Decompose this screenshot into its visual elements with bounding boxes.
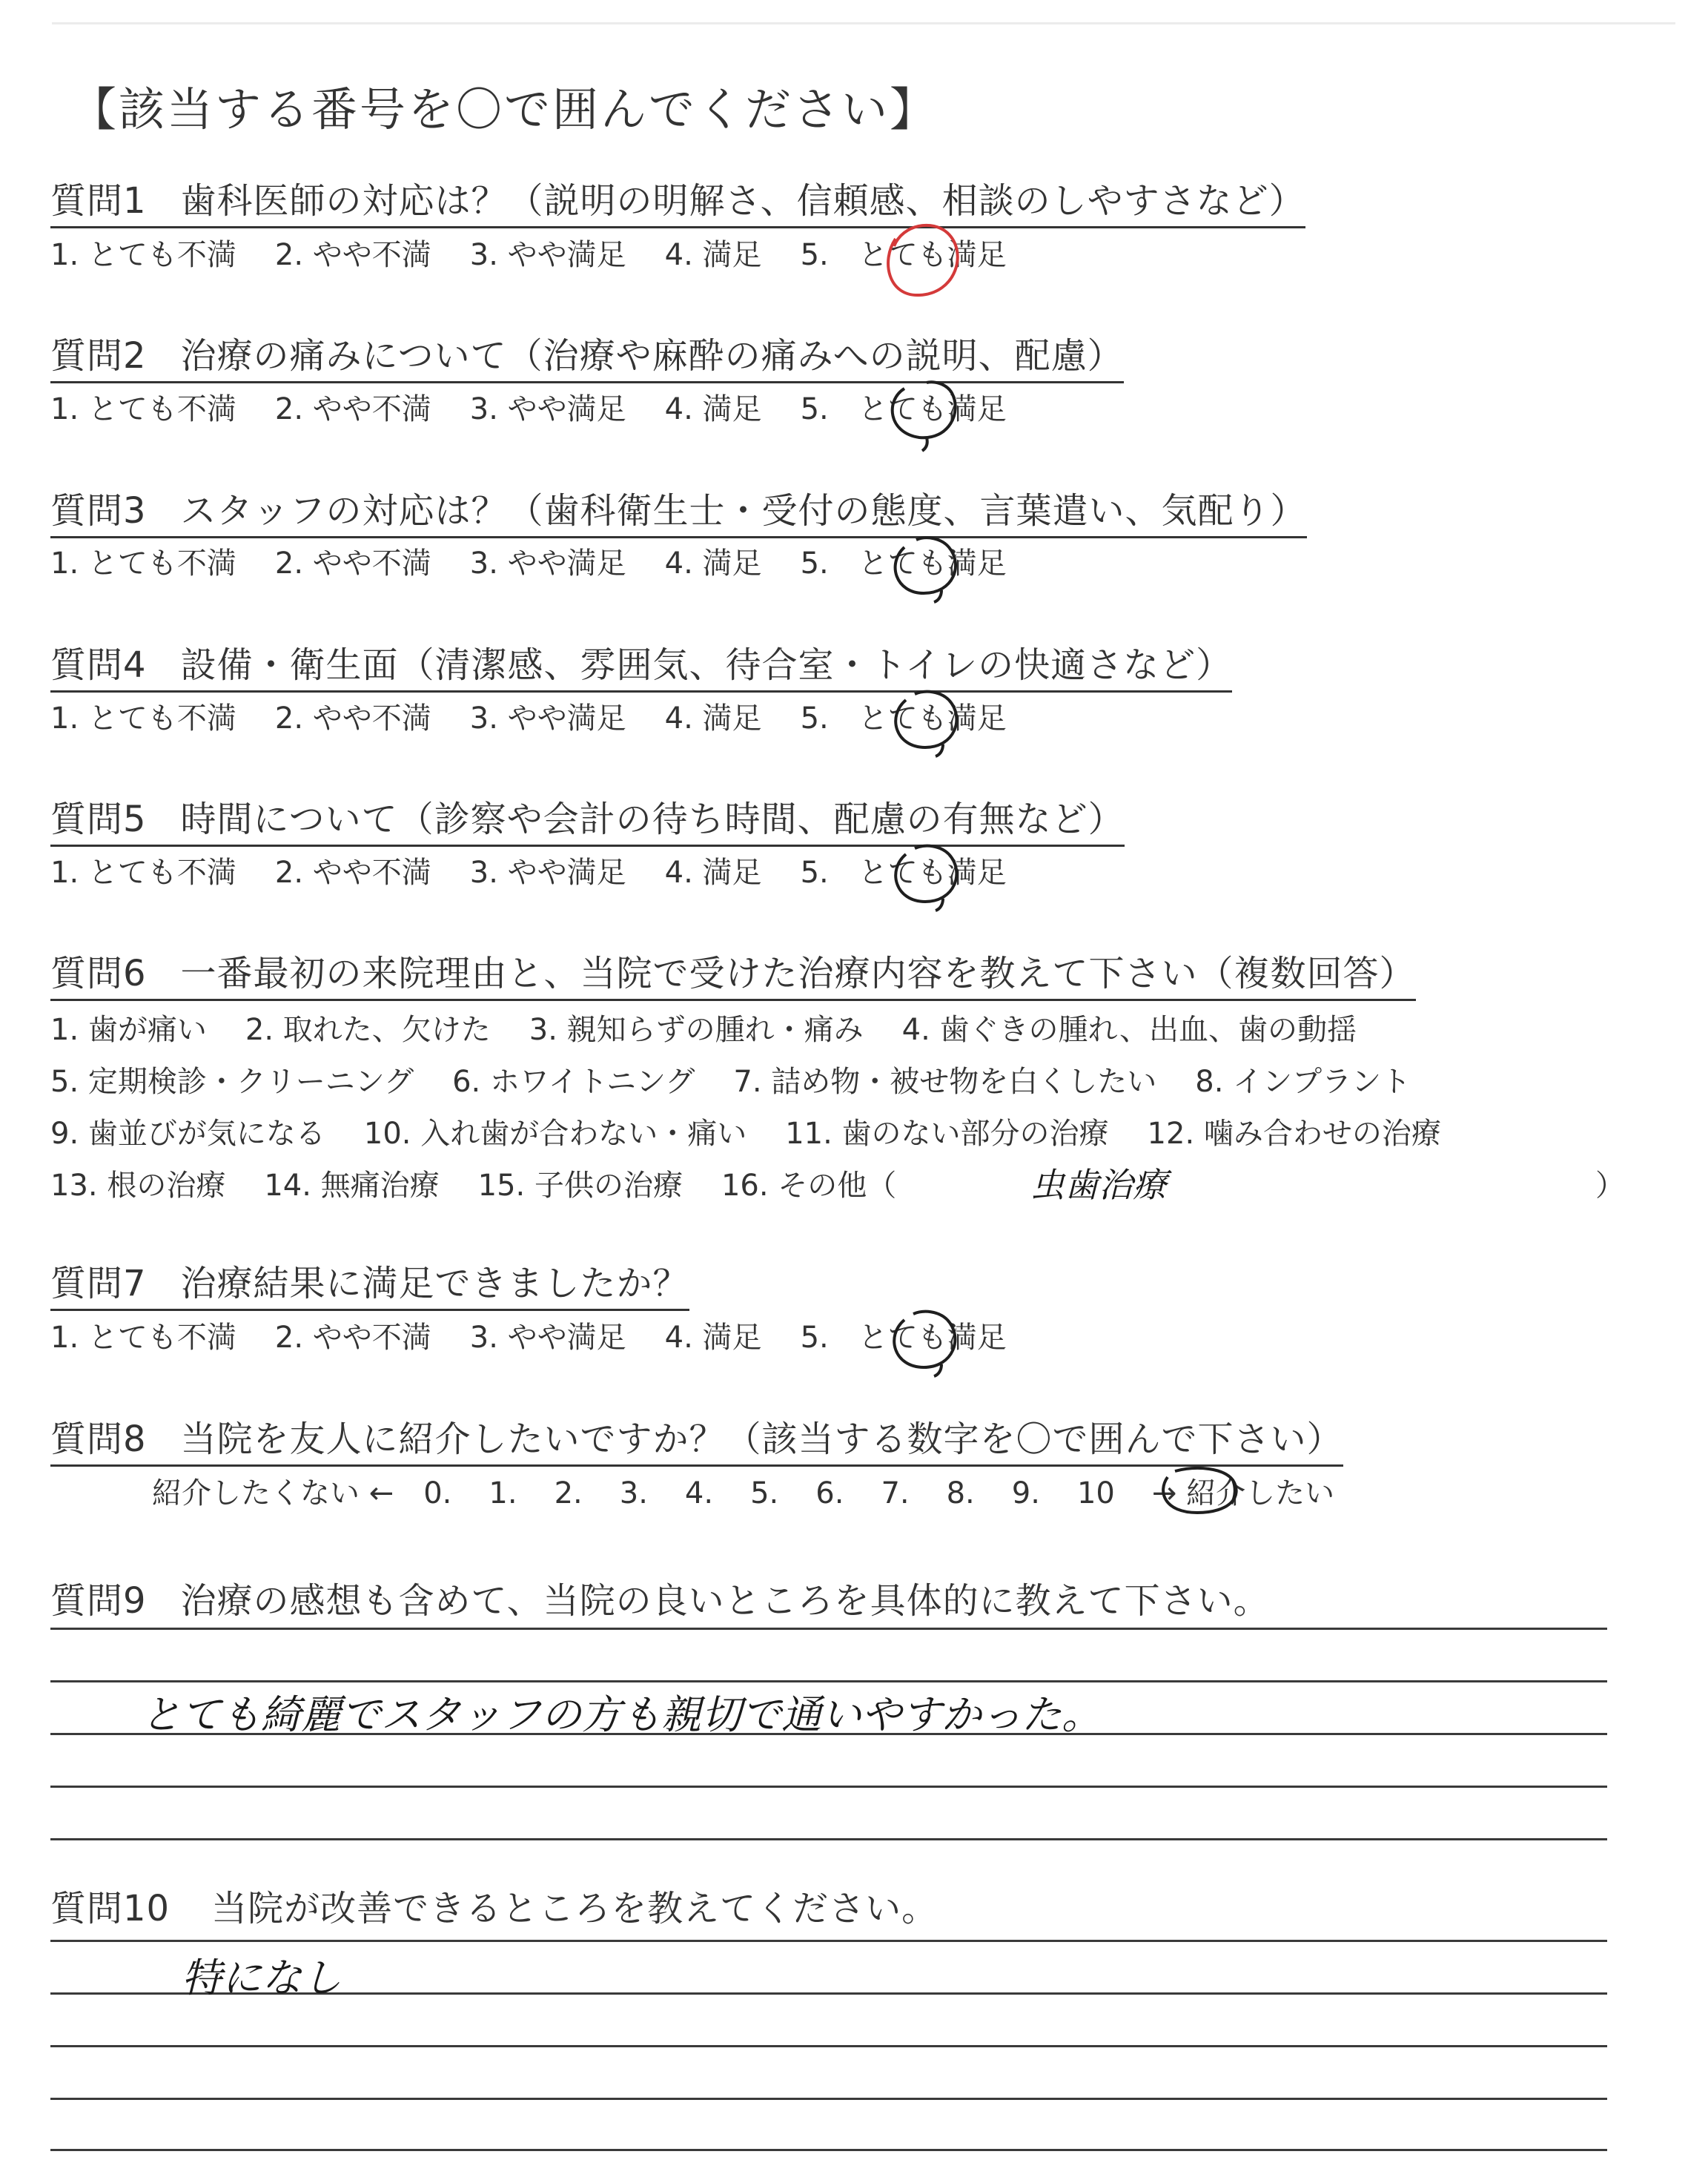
question-8-title: [50, 1410, 1343, 1467]
reason-option[interactable]: 6. ホワイトニング: [452, 1065, 695, 1099]
question-6-options-row-4: [50, 1162, 896, 1204]
scale-9[interactable]: 9.: [1011, 1476, 1040, 1510]
answer-circle-q3: [881, 525, 977, 607]
reason-option[interactable]: 12. 噛み合わせの治療: [1147, 1117, 1441, 1151]
question-6-number: 質問6: [50, 953, 147, 994]
answer-circle-q1: [873, 217, 977, 305]
option-4[interactable]: 4. 満足: [664, 701, 762, 736]
scale-2[interactable]: 2.: [554, 1476, 583, 1510]
answer-line: [50, 2149, 1607, 2151]
question-3-options: [50, 540, 1007, 582]
scale-0[interactable]: 0.: [423, 1476, 452, 1510]
question-7-number: 質問7: [50, 1263, 147, 1304]
answer-circle-q2: [875, 371, 979, 452]
reason-option[interactable]: 13. 根の治療: [50, 1169, 226, 1203]
option-2[interactable]: 2. やや不満: [274, 392, 431, 426]
option-5-label: とても満足: [858, 856, 1007, 890]
option-3[interactable]: 3. やや満足: [469, 856, 626, 890]
reason-option[interactable]: 9. 歯並びが気になる: [50, 1117, 325, 1151]
question-2-number: 質問2: [50, 335, 147, 377]
option-5-label: とても満足: [858, 546, 1007, 581]
question-6-options-row-3: [50, 1110, 1480, 1152]
option-1[interactable]: 1. とても不満: [50, 392, 236, 426]
question-8-text: 当院を友人に紹介したいですか？（該当する数字を〇で囲んで下さい）: [180, 1418, 1343, 1460]
question-3-number: 質問3: [50, 490, 147, 532]
answer-circle-q7: [879, 1299, 976, 1381]
option-1[interactable]: 1. とても不満: [50, 856, 236, 890]
question-4-title: [50, 636, 1232, 693]
reason-option-other[interactable]: 16. その他（: [721, 1169, 897, 1203]
question-1-options: [50, 231, 1007, 274]
other-close-paren: ）: [1595, 1169, 1625, 1203]
question-1-number: 質問1: [50, 180, 147, 222]
answer-circle-q8: [1153, 1455, 1249, 1529]
question-8-number: 質問8: [50, 1418, 147, 1460]
answer-line: [50, 2045, 1607, 2047]
option-4[interactable]: 4. 満足: [664, 392, 762, 426]
option-5-label: とても満足: [858, 238, 1007, 272]
reason-option[interactable]: 14. 無痛治療: [264, 1169, 440, 1203]
reason-option[interactable]: 10. 入れ歯が合わない・痛い: [363, 1117, 747, 1151]
question-7-title: [50, 1255, 689, 1311]
option-3[interactable]: 3. やや満足: [469, 1321, 626, 1355]
option-5[interactable]: 5.: [800, 392, 829, 426]
scale-4[interactable]: 4.: [684, 1476, 714, 1510]
scale-7[interactable]: 7.: [881, 1476, 910, 1510]
question-5-text: 時間について（診察や会計の待ち時間、配慮の有無など）: [180, 799, 1125, 840]
page-heading: 【該当する番号を〇で囲んでください】: [70, 82, 939, 136]
option-4[interactable]: 4. 満足: [664, 238, 762, 272]
reason-option[interactable]: 1. 歯が痛い: [50, 1013, 207, 1047]
answer-circle-q4: [881, 679, 977, 761]
option-1[interactable]: 1. とても不満: [50, 546, 236, 581]
reason-option[interactable]: 8. インプラント: [1195, 1065, 1411, 1099]
reason-option[interactable]: 4. 歯ぐきの腫れ、出血、歯の動揺: [901, 1013, 1357, 1047]
scale-10[interactable]: 10: [1076, 1476, 1115, 1510]
option-5[interactable]: 5.: [800, 1321, 829, 1355]
reason-option[interactable]: 3. 親知らずの腫れ・痛み: [529, 1013, 864, 1047]
answer-line: [50, 1838, 1607, 1840]
reason-option[interactable]: 2. 取れた、欠けた: [245, 1013, 491, 1047]
question-10-number: 質問10: [50, 1888, 171, 1929]
question-9-text: 治療の感想も含めて、当院の良いところを具体的に教えて下さい。: [180, 1580, 1270, 1622]
other-handwritten-answer[interactable]: 虫歯治療: [1030, 1165, 1167, 1205]
question-9-title: [50, 1572, 1270, 1626]
question-7-text: 治療結果に満足できましたか？: [180, 1263, 689, 1304]
question-10-handwritten-answer[interactable]: 特になし: [182, 1955, 342, 2001]
question-7-options: [50, 1314, 1007, 1356]
scale-8[interactable]: 8.: [946, 1476, 975, 1510]
option-5[interactable]: 5.: [800, 546, 829, 581]
reason-option[interactable]: 11. 歯のない部分の治療: [785, 1117, 1109, 1151]
answer-line: [50, 2098, 1607, 2100]
answer-line: [50, 1786, 1607, 1788]
option-5-label: とても満足: [858, 701, 1007, 736]
reason-option[interactable]: 15. 子供の治療: [477, 1169, 683, 1203]
option-1[interactable]: 1. とても不満: [50, 1321, 236, 1355]
question-5-number: 質問5: [50, 799, 147, 840]
option-1[interactable]: 1. とても不満: [50, 238, 236, 272]
scale-5[interactable]: 5.: [750, 1476, 779, 1510]
option-2[interactable]: 2. やや不満: [274, 546, 431, 581]
question-10-text: 当院が改善できるところを教えてください。: [211, 1888, 939, 1929]
option-5[interactable]: 5.: [800, 238, 829, 272]
question-6-options-row-2: [50, 1058, 1449, 1100]
question-10-title: [50, 1880, 938, 1934]
option-5-label: とても満足: [858, 392, 1007, 426]
option-5[interactable]: 5.: [800, 856, 829, 890]
scale-6[interactable]: 6.: [815, 1476, 844, 1510]
question-6-title: [50, 945, 1416, 1001]
option-2[interactable]: 2. やや不満: [274, 238, 431, 272]
option-4[interactable]: 4. 満足: [664, 856, 762, 890]
scale-1[interactable]: 1.: [489, 1476, 517, 1510]
question-4-text: 設備・衛生面（清潔感、雰囲気、待合室・トイレの快適さなど）: [180, 644, 1233, 686]
option-3[interactable]: 3. やや満足: [469, 701, 626, 736]
option-3[interactable]: 3. やや満足: [469, 392, 626, 426]
option-4[interactable]: 4. 満足: [664, 1321, 762, 1355]
option-2[interactable]: 2. やや不満: [274, 1321, 431, 1355]
reason-option[interactable]: 7. 詰め物・被せ物を白くしたい: [733, 1065, 1157, 1099]
question-1-text: 歯科医師の対応は？（説明の明解さ、信頼感、相談のしやすさなど）: [180, 180, 1305, 222]
option-5[interactable]: 5.: [800, 701, 829, 736]
question-4-options: [50, 695, 1007, 737]
option-5-label: とても満足: [858, 1321, 1007, 1355]
option-2[interactable]: 2. やや不満: [274, 701, 431, 736]
question-9-handwritten-answer[interactable]: とても綺麗でスタッフの方も親切で通いやすかった。: [141, 1691, 1102, 1738]
question-2-options: [50, 386, 1007, 428]
question-3-title: [50, 482, 1307, 538]
question-6-options-row-1: [50, 1006, 1395, 1048]
question-4-number: 質問4: [50, 644, 147, 686]
option-4[interactable]: 4. 満足: [664, 546, 762, 581]
top-border: [52, 22, 1675, 24]
scale-high-label: → 紹介したい: [1151, 1476, 1335, 1510]
question-9-number: 質問9: [50, 1580, 147, 1622]
scale-low-label: 紹介したくない ←: [152, 1476, 394, 1510]
option-1[interactable]: 1. とても不満: [50, 701, 236, 736]
question-1-title: [50, 172, 1305, 228]
answer-line: [50, 1680, 1607, 1682]
question-2-text: 治療の痛みについて（治療や麻酔の痛みへの説明、配慮）: [180, 335, 1124, 377]
option-3[interactable]: 3. やや満足: [469, 238, 626, 272]
reason-option[interactable]: 5. 定期検診・クリーニング: [50, 1065, 414, 1099]
question-6-text: 一番最初の来院理由と、当院で受けた治療内容を教えて下さい（複数回答）: [180, 953, 1416, 994]
option-3[interactable]: 3. やや満足: [469, 546, 626, 581]
answer-circle-q5: [881, 833, 977, 915]
question-5-options: [50, 849, 1007, 891]
question-3-text: スタッフの対応は？（歯科衛生士・受付の態度、言葉遣い、気配り）: [180, 490, 1307, 532]
answer-line: [50, 1628, 1607, 1630]
scale-3[interactable]: 3.: [619, 1476, 648, 1510]
option-2[interactable]: 2. やや不満: [274, 856, 431, 890]
answer-line: [50, 1940, 1607, 1942]
